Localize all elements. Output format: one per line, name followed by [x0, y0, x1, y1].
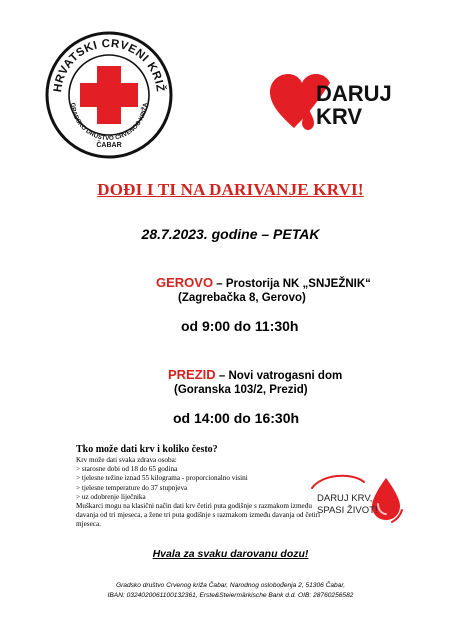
footer-line1: Gradsko društvo Crvenog križa Čabar, Narodnog oslobođenja 2, 51306 Čabar,	[115, 582, 346, 589]
note-line: davanja od tri mjeseca, a žene tri puta godišnje s razmakom između davanja od četiri	[76, 511, 321, 520]
location-time: od 9:00 do 11:30h	[181, 318, 299, 334]
location-time: od 14:00 do 16:30h	[173, 410, 300, 426]
frequency-note	[76, 502, 321, 530]
list-item: Krv može dati svaka zdrava osoba:	[76, 456, 177, 464]
event-date: 28.7.2023. godine – PETAK	[141, 226, 320, 242]
location-city: GEROVO	[156, 275, 214, 290]
list-item: > starosne dobi od 18 do 65 godina	[76, 465, 178, 474]
seal-inner-text: GRADSKO DRUŠTVO CRVENOG KRIŽA	[68, 102, 150, 143]
location-prezid	[168, 367, 342, 382]
seal-top-text: HRVATSKI CRVENI KRIŽ	[51, 37, 167, 93]
spasi-line1: DARUJ KRV,	[317, 493, 373, 504]
list-item: > tjelesne temperature do 37 stupnjeva	[76, 483, 188, 492]
red-cross-seal-logo	[44, 30, 174, 160]
daruj-logo-line1: DARUJ	[316, 81, 392, 106]
location-venue: – Prostorija NK „SNJEŽNIK“	[213, 278, 371, 290]
headline: DOĐI I TI NA DARIVANJE KRVI!	[97, 180, 364, 199]
spasi-logo-text	[317, 493, 378, 517]
location-city: PREZID	[168, 367, 216, 382]
seal-bottom-text: ČABAR	[96, 142, 122, 149]
thanks-message: Hvala za svaku darovanu dozu!	[152, 548, 309, 560]
location-address: (Goranska 103/2, Prezid)	[174, 384, 308, 396]
note-line: Muškarci mogu na klasični način dati krv četiri puta godišnje s razmakom između	[76, 502, 312, 510]
spasi-line2: SPASI ŽIVOT!	[317, 505, 378, 516]
footer	[0, 581, 461, 601]
location-venue: – Novi vatrogasni dom	[215, 370, 343, 382]
daruj-logo-line2: KRV	[316, 104, 363, 129]
note-line: mjeseca.	[76, 520, 101, 529]
location-address: (Zagrebačka 8, Gerovo)	[178, 292, 306, 304]
eligibility-list	[76, 456, 306, 502]
info-title: Tko može dati krv i koliko često?	[76, 444, 218, 455]
footer-line2: IBAN: 0324020061100132361, Erste&Steiermärkische Bank d.d. OIB: 28760256582	[107, 592, 354, 599]
list-item: > uz odobrenje liječnika	[76, 492, 146, 501]
list-item: > tjelesne težine iznad 55 kilograma - proporcionalno visini	[76, 474, 248, 483]
location-gerovo	[156, 275, 371, 290]
